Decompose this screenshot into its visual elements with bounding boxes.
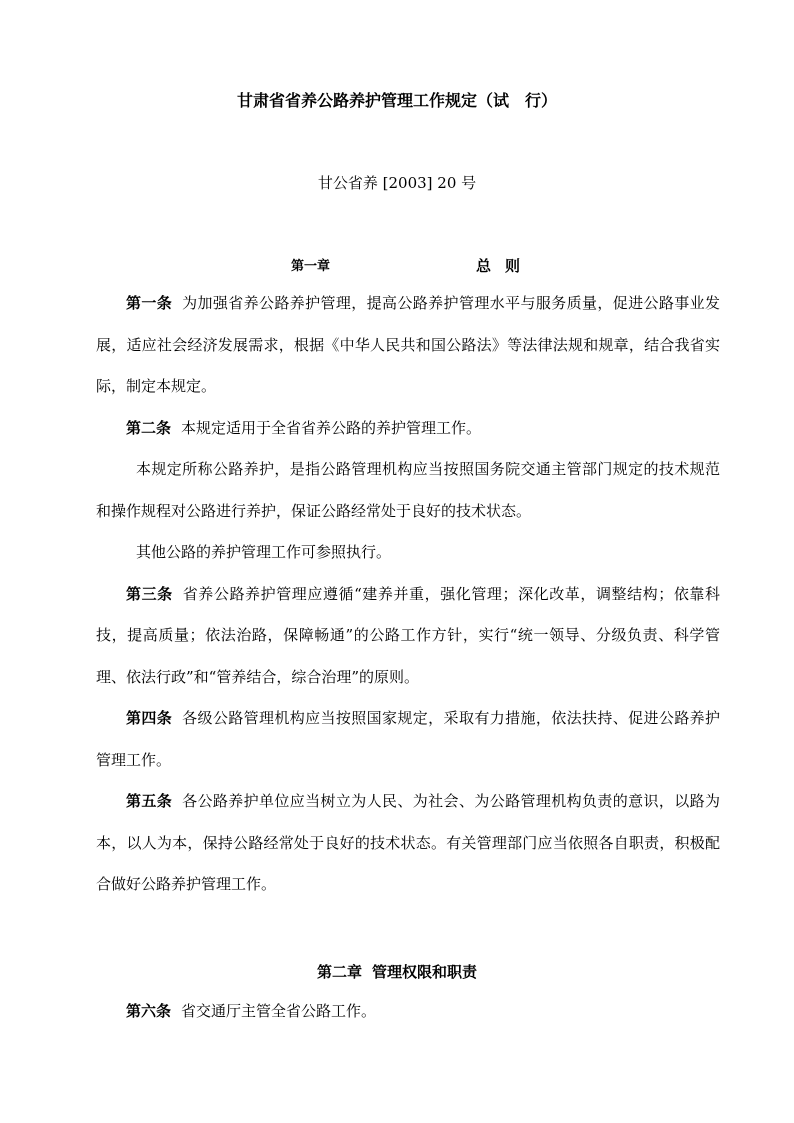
paragraph bbox=[96, 449, 720, 532]
article-text: 省交通厅主管全省公路工作。 bbox=[181, 1002, 377, 1020]
article-label: 第一条 bbox=[126, 294, 173, 312]
chapter-heading-2 bbox=[0, 961, 794, 982]
article-3 bbox=[96, 574, 720, 699]
paragraph-text: 本规定所称公路养护，是指公路管理机构应当按照国务院交通主管部门规定的技术规范和操作规程对公路进行养护，保证公路经常处于良好的技术状态。 bbox=[96, 460, 720, 520]
article-6 bbox=[96, 991, 720, 1033]
article-text: 各级公路管理机构应当按照国家规定，采取有力措施，依法扶持、促进公路养护管理工作。 bbox=[96, 709, 720, 769]
article-label: 第五条 bbox=[126, 792, 173, 810]
document-number: 甘公省养 [2003] 20 号 bbox=[317, 174, 477, 192]
article-2 bbox=[96, 408, 720, 450]
paragraph-text: 其他公路的养护管理工作可参照执行。 bbox=[136, 543, 392, 561]
article-text: 各公路养护单位应当树立为人民、为社会、为公路管理机构负责的意识，以路为本，以人为本，保持公路经常处于良好的技术状态。有关管理部门应当依照各自职责，积极配合做好公路养护管理工作。 bbox=[96, 792, 720, 893]
article-label: 第三条 bbox=[126, 584, 173, 603]
article-text: 为加强省养公路养护管理，提高公路养护管理水平与服务质量，促进公路事业发展，适应社会经济发展需求，根据《中华人民共和国公路法》等法律法规和规章，结合我省实际，制定本规定。 bbox=[96, 294, 720, 395]
chapter-label: 第一章 bbox=[291, 259, 331, 274]
article-5 bbox=[96, 781, 720, 906]
chapter-2-body bbox=[96, 991, 720, 1033]
article-text: 省养公路养护管理应遵循“建养并重，强化管理；深化改革，调整结构；依靠科技，提高质量；依法治路，保障畅通”的公路工作方针，实行“统一领导、分级负责、科学管理、依法行政”和“管养结合，综合治理”的原则。 bbox=[96, 584, 720, 686]
document-title: 甘肃省省养公路养护管理工作规定（试 行） bbox=[236, 91, 557, 110]
article-1 bbox=[96, 283, 720, 408]
paragraph bbox=[96, 532, 720, 574]
article-label: 第六条 bbox=[126, 1002, 172, 1020]
chapter-name: 总则 bbox=[476, 257, 535, 275]
article-4 bbox=[96, 698, 720, 781]
chapter-label: 第二章 bbox=[316, 963, 362, 981]
article-text: 本规定适用于全省省养公路的养护管理工作。 bbox=[181, 418, 482, 437]
article-label: 第二条 bbox=[126, 418, 172, 437]
chapter-name: 管理权限和职责 bbox=[372, 963, 478, 981]
chapter-1-body bbox=[96, 283, 720, 906]
article-label: 第四条 bbox=[126, 709, 173, 727]
